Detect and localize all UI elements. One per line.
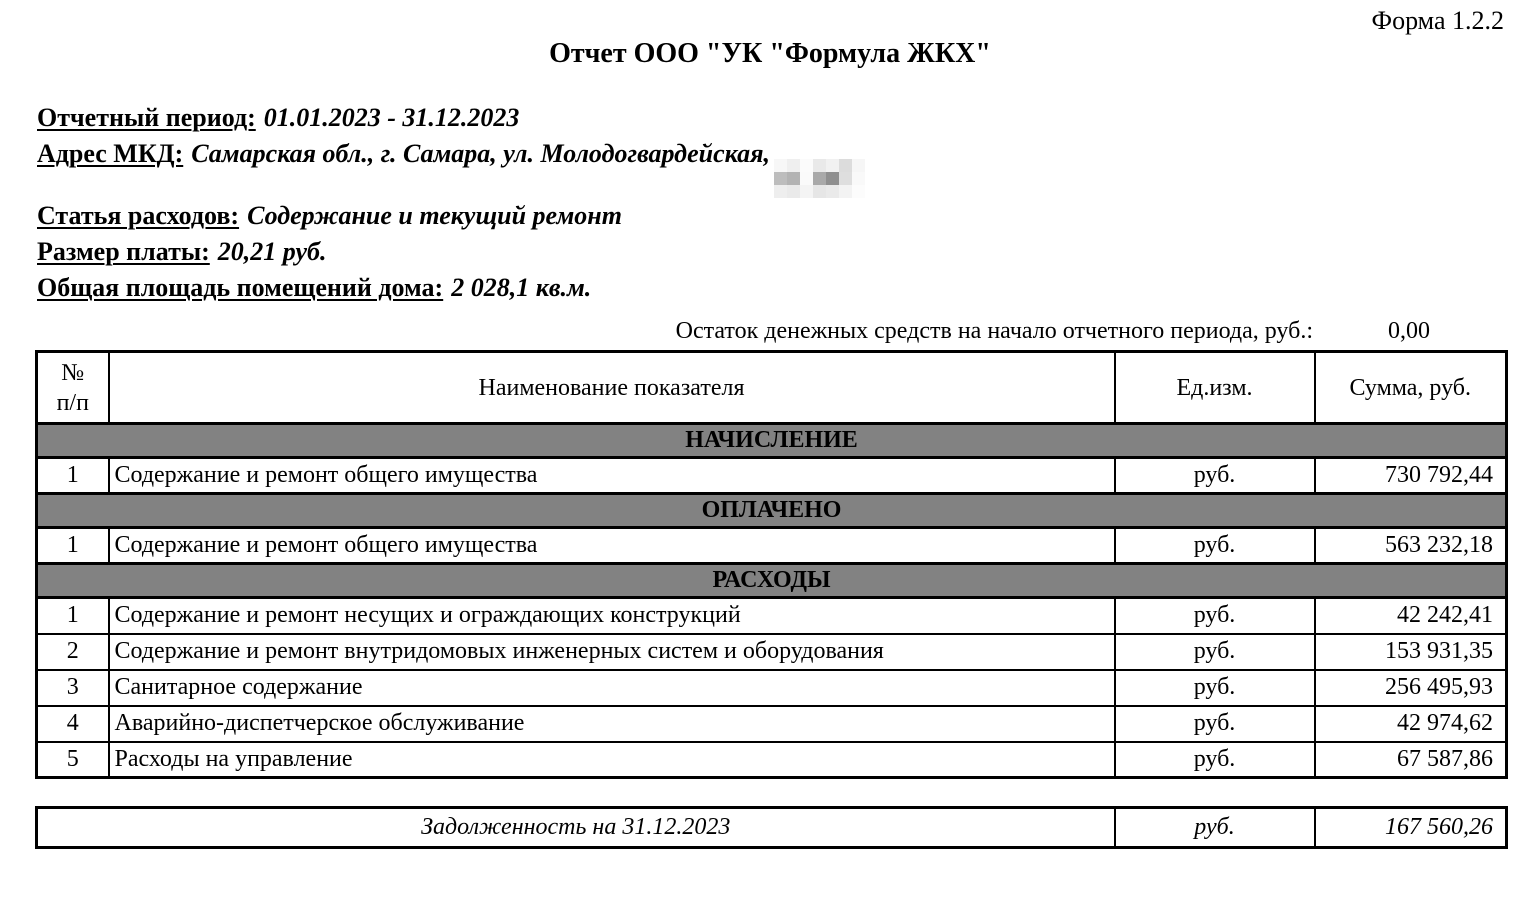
table-header-row [37,352,1507,424]
meta-line-fee [37,234,865,270]
meta-line-period [37,100,865,136]
row-sum: 153 931,35 [1315,634,1507,670]
col-header-num [37,352,109,424]
section-header-accrued [37,424,1507,458]
col-header-sum: Сумма, руб. [1315,352,1507,424]
row-name: Содержание и ремонт внутридомовых инженерных систем и оборудования [109,634,1115,670]
table-row [37,634,1507,670]
row-unit: руб. [1115,706,1315,742]
table-row [37,670,1507,706]
fee-label: Размер платы: [37,237,210,266]
section-title: ОПЛАЧЕНО [37,494,1507,528]
table-row [37,528,1507,564]
row-num: 1 [37,458,109,494]
area-label: Общая площадь помещений дома: [37,273,444,302]
table-row [37,742,1507,778]
row-num: 1 [37,598,109,634]
row-num: 5 [37,742,109,778]
period-label: Отчетный период: [37,103,256,132]
row-name: Содержание и ремонт общего имущества [109,528,1115,564]
section-title: НАЧИСЛЕНИЕ [37,424,1507,458]
row-sum: 42 242,41 [1315,598,1507,634]
redacted-house-number [774,159,865,198]
col-header-name: Наименование показателя [109,352,1115,424]
area-value: 2 028,1 кв.м. [451,273,592,302]
row-unit: руб. [1115,634,1315,670]
debt-name: Задолженность на 31.12.2023 [37,808,1115,848]
fee-value: 20,21 руб. [217,237,327,266]
row-name: Содержание и ремонт общего имущества [109,458,1115,494]
row-unit: руб. [1115,598,1315,634]
expense-item-value: Содержание и текущий ремонт [247,201,622,230]
row-sum: 67 587,86 [1315,742,1507,778]
row-num: 2 [37,634,109,670]
section-title: РАСХОДЫ [37,564,1507,598]
opening-balance-label: Остаток денежных средств на начало отчетного периода, руб.: [675,318,1313,344]
row-num: 4 [37,706,109,742]
row-sum: 730 792,44 [1315,458,1507,494]
row-unit: руб. [1115,670,1315,706]
row-unit: руб. [1115,528,1315,564]
report-meta-block [37,100,865,306]
row-unit: руб. [1115,742,1315,778]
meta-line-area [37,270,865,306]
page-title: Отчет ООО "УК "Формула ЖКХ" [549,38,991,69]
meta-line-address [37,136,865,198]
section-header-expenses [37,564,1507,598]
debt-table [35,806,1508,849]
row-name: Содержание и ремонт несущих и ограждающих конструкций [109,598,1115,634]
section-header-paid [37,494,1507,528]
row-num: 3 [37,670,109,706]
period-value: 01.01.2023 - 31.12.2023 [263,103,520,132]
opening-balance-value: 0,00 [1388,318,1430,344]
row-name: Аварийно-диспетчерское обслуживание [109,706,1115,742]
form-number-label: Форма 1.2.2 [1371,6,1504,35]
row-sum: 563 232,18 [1315,528,1507,564]
table-row [37,706,1507,742]
row-name: Расходы на управление [109,742,1115,778]
num-header-line2: п/п [56,389,89,416]
meta-line-expense-item [37,198,865,234]
address-value: Самарская обл., г. Самара, ул. Молодогвардейская, [191,139,771,168]
table-row [37,458,1507,494]
row-sum: 256 495,93 [1315,670,1507,706]
table-row [37,598,1507,634]
report-table [35,350,1508,779]
row-name: Санитарное содержание [109,670,1115,706]
row-unit: руб. [1115,458,1315,494]
row-num: 1 [37,528,109,564]
opening-balance-line [35,318,1505,345]
col-header-unit: Ед.изм. [1115,352,1315,424]
debt-unit: руб. [1115,808,1315,848]
expense-item-label: Статья расходов: [37,201,240,230]
address-label: Адрес МКД: [37,139,184,168]
num-header-line1: № [61,359,85,386]
debt-row [37,808,1507,848]
debt-sum: 167 560,26 [1315,808,1507,848]
row-sum: 42 974,62 [1315,706,1507,742]
